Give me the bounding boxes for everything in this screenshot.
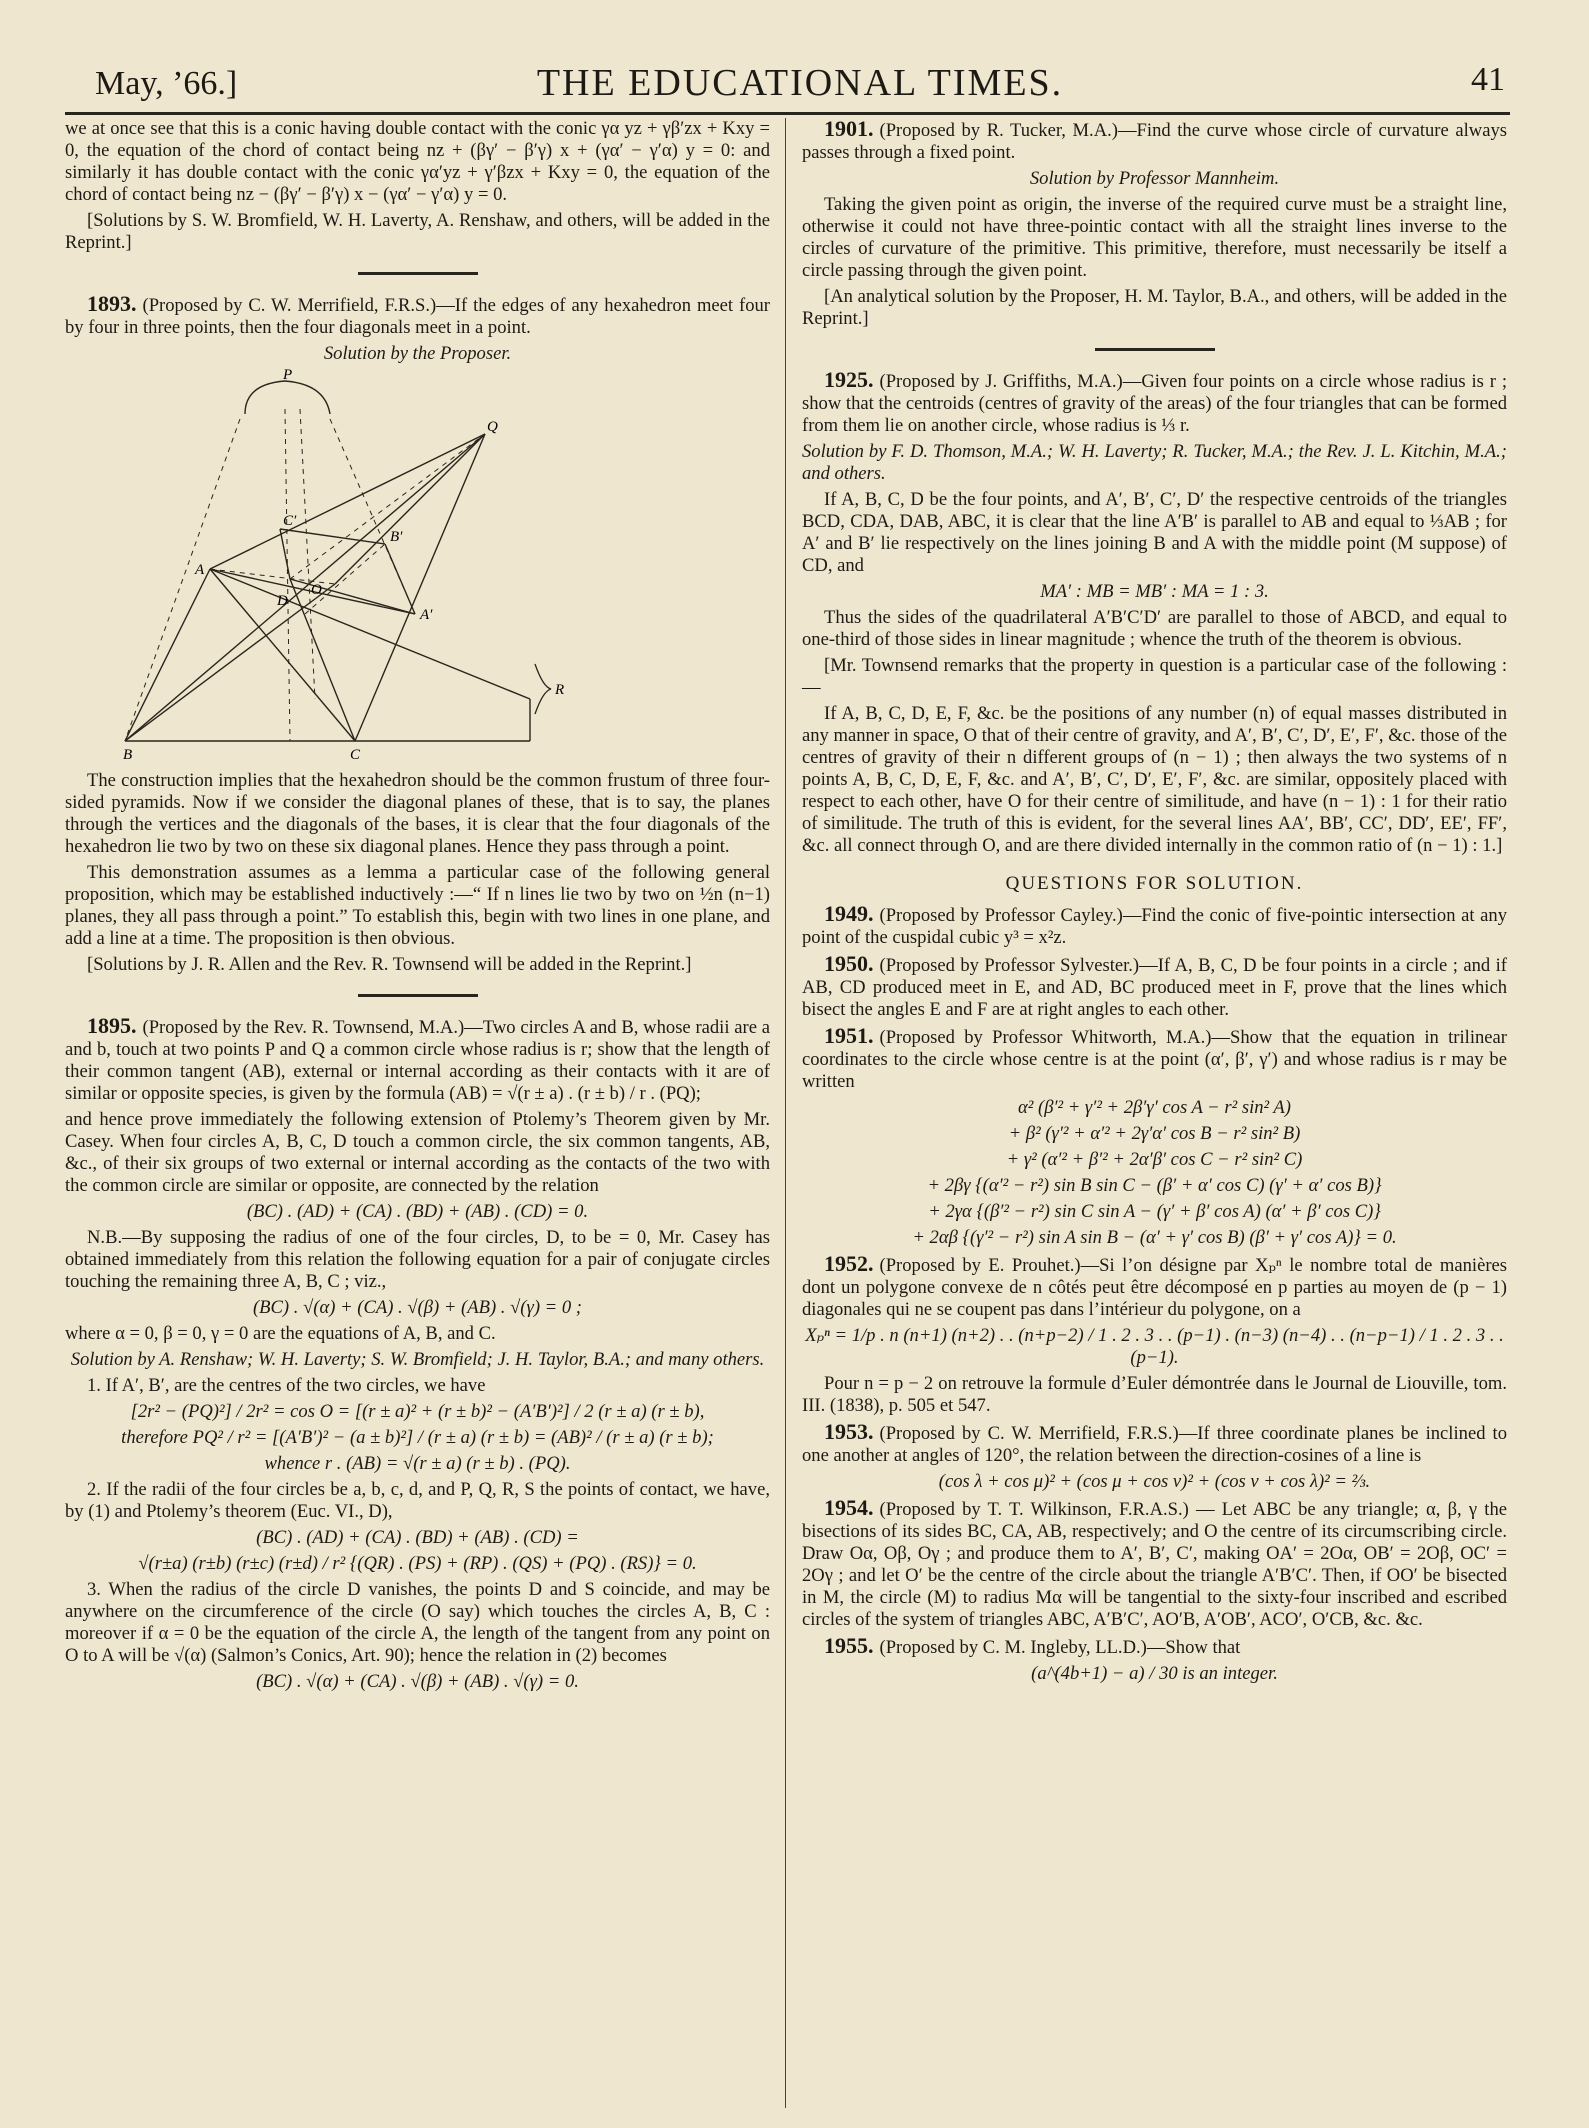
section-separator	[1095, 348, 1215, 351]
figure-label-q: Q	[487, 419, 498, 435]
question-number: 1951.	[824, 1023, 874, 1048]
question-text: (Proposed by Professor Sylvester.)—If A, B, C, D be four points in a circle ; and if AB, CD produced meet in E, and AD, BC produced meet in F, prove that the lines which bisect the angles E and F are at right angles to each other.	[802, 955, 1507, 1020]
equation-note: where α = 0, β = 0, γ = 0 are the equations of A, B, and C.	[65, 1323, 496, 1344]
question-text: (Proposed by C. W. Merrifield, F.R.S.)—If the edges of any hexahedron meet four by four in three points, then the four diagonals meet in a point.	[65, 295, 770, 338]
figure-label-c-prime: C′	[283, 513, 297, 529]
figure-label-r: R	[555, 682, 565, 698]
solutions-note: [An analytical solution by the Proposer, H. M. Taylor, B.A., and others, will be added in the Reprint.]	[802, 286, 1507, 329]
question-text: (Proposed by Professor Whitworth, M.A.)—Show that the equation in trilinear coordinates to the circle whose centre is at the point (α′, β′, γ′) and whose radius is r may be written	[802, 1027, 1507, 1092]
question-number: 1925.	[824, 367, 874, 392]
solution-paragraph: Taking the given point as origin, the inverse of the required curve must be a straight line, otherwise it could not have three-pointic contact with all the straight lines inverse to the circles of curvature of the primitive. This primitive, therefore, must necessarily be itself a circle passing through the given point.	[802, 194, 1507, 281]
equation: (a^(4b+1) − a) / 30 is an integer.	[1031, 1663, 1278, 1684]
solution-paragraph: If A, B, C, D be the four points, and A′, B′, C′, D′ the respective centroids of the triangles BCD, CDA, DAB, ABC, it is clear that the line A′B′ is parallel to AB and equal to ⅓AB ; for A′ and B′ lie respectively on the lines joining B and A with the middle point (M suppose) of CD, and	[802, 489, 1507, 576]
question-number: 1953.	[824, 1419, 874, 1444]
column-divider	[785, 118, 786, 2108]
question-number: 1949.	[824, 901, 874, 926]
figure-label-a: A	[195, 562, 205, 578]
equation: [2r² − (PQ)²] / 2r² = cos O = [(r ± a)² + (r ± b)² − (A′B′)²] / 2 (r ± a) (r ± b),	[130, 1401, 705, 1422]
nb-note: N.B.—By supposing the radius of one of the four circles, D, to be = 0, Mr. Casey has obtained immediately from this relation the following equation for a pair of conjugate circles touching the remaining three A, B, C ; viz.,	[65, 1227, 770, 1292]
question-text: (Proposed by J. Griffiths, M.A.)—Given four points on a circle whose radius is r ; show that the centroids (centres of gravity of the areas) of the four triangles that can be formed from them lie on another circle, whose radius is ⅓ r.	[802, 371, 1507, 436]
section-separator	[358, 994, 478, 997]
page-header	[95, 55, 1505, 115]
figure-label-p: P	[283, 369, 293, 383]
solution-paragraph: This demonstration assumes as a lemma a particular case of the following general proposition, which may be established inductively :—“ If n lines lie two by two on ½n (n−1) planes, they all pass through a point.” To establish this, begin with two lines in one plane, and add a line at a time. The proposition is then obvious.	[65, 862, 770, 949]
solution-paragraph: Thus the sides of the quadrilateral A′B′C′D′ are parallel to those of ABCD, and equal to one-third of those sides in linear magnitude ; whence the truth of the theorem is obvious.	[802, 607, 1507, 650]
solution-paragraph: 2. If the radii of the four circles be a, b, c, d, and P, Q, R, S the points of contact, we have, by (1) and Ptolemy’s theorem (Euc. VI., D),	[65, 1479, 770, 1522]
issue-date: May, ’66.]	[95, 65, 238, 102]
section-separator	[358, 272, 478, 275]
question-text: and hence prove immediately the following extension of Ptolemy’s Theorem given by Mr. Casey. When four circles A, B, C, D touch a common circle, the six common tangents, AB, &c., of their six groups of two external or internal according as the contacts of the two with the common circle are similar or opposite, are connected by the relation	[65, 1109, 770, 1196]
question-number: 1901.	[824, 116, 874, 141]
solution-paragraph: 3. When the radius of the circle D vanishes, the points D and S coincide, and may be anywhere on the circumference of the circle (O say) which touches the circles A, B, C : moreover if α = 0 be the equation of the circle A, the length of the tangent from any point on O to A will be √(α) (Salmon’s Conics, Art. 90); hence the relation in (2) becomes	[65, 1579, 770, 1666]
equation: (BC) . (AD) + (CA) . (BD) + (AB) . (CD) = 0.	[246, 1201, 589, 1222]
question-number: 1950.	[824, 951, 874, 976]
journal-title: THE EDUCATIONAL TIMES.	[536, 62, 1064, 104]
question-number: 1895.	[87, 1013, 137, 1038]
equation: (cos λ + cos μ)² + (cos μ + cos ν)² + (cos ν + cos λ)² = ⅔.	[938, 1471, 1371, 1492]
questions-heading: QUESTIONS FOR SOLUTION.	[1005, 873, 1304, 894]
question-number: 1954.	[824, 1495, 874, 1520]
question-text: (Proposed by C. W. Merrifield, F.R.S.)—If three coordinate planes be inclined to one another at angles of 120°, the relation between the direction-cosines of a line is	[802, 1423, 1507, 1466]
equation: + 2γα {(β′² − r²) sin C sin A − (γ′ + β′ cos A) (α′ + β′ cos C)}	[928, 1201, 1381, 1222]
solution-paragraph: The construction implies that the hexahedron should be the common frustum of three four-sided pyramids. Now if we consider the diagonal planes of these, that is to say, the planes through the vertices and the diagonals of the bases, it is clear that the four diagonals of the hexahedron lie two by two on these six diagonal planes. Hence they pass through a point.	[65, 770, 770, 857]
question-text: (Proposed by T. T. Wilkinson, F.R.A.S.) — Let ABC be any triangle; α, β, γ the bisections of its sides BC, CA, AB, respectively; and O the centre of its circumscribing circle. Draw Oα, Oβ, Oγ ; and produce them to A′, B′, C′, making OA′ = 2Oα, OB′ = 2Oβ, OC′ = 2Oγ ; and let O′ be the centre of the circle about the triangle A′B′C′. Then, if OO′ be bisected in M, the circle (M) to radius Mα will be tangential to the sixty-four inscribed and escribed circles of the system of triangles ABC, A′B′C′, AO′B, A′OB′, ACO′, O′CB, &c. &c.	[802, 1499, 1507, 1630]
solution-paragraph: 1. If A′, B′, are the centres of the two circles, we have	[87, 1375, 486, 1396]
question-text: (Proposed by E. Prouhet.)—Si l’on désigne par Xₚⁿ le nombre total de manières dont un polygone convexe de n côtés peut être décomposé en p parties au moyen de (p − 1) diagonales qui ne se coupent pas dans l’intérieur du polygone, on a	[802, 1255, 1507, 1320]
right-column	[802, 118, 1507, 1689]
equation: Xₚⁿ = 1/p . n (n+1) (n+2) . . (n+p−2) / 1 . 2 . 3 . . (p−1) . (n−3) (n−4) . . (n−p−1) / 1 . 2 . 3 . . (p−1).	[805, 1325, 1504, 1368]
equation: + 2αβ {(γ′² − r²) sin A sin B − (α′ + γ′ cos B) (β′ + γ′ cos A)} = 0.	[912, 1227, 1397, 1248]
question-number: 1893.	[87, 291, 137, 316]
question-text: (Proposed by Professor Cayley.)—Find the conic of five-pointic intersection at any point of the cuspidal cubic y³ = x²z.	[802, 905, 1507, 948]
left-column	[65, 118, 770, 1697]
question-text: (Proposed by R. Tucker, M.A.)—Find the curve whose circle of curvature always passes through a fixed point.	[802, 120, 1507, 163]
figure-label-b-prime: B′	[390, 529, 403, 545]
equation: √(r±a) (r±b) (r±c) (r±d) / r² {(QR) . (PS) + (RP) . (QS) + (PQ) . (RS)} = 0.	[138, 1553, 697, 1574]
equation: whence r . (AB) = √(r ± a) (r ± b) . (PQ).	[264, 1453, 571, 1474]
solution-byline: Solution by the Proposer.	[323, 343, 512, 364]
equation: (BC) . √(α) + (CA) . √(β) + (AB) . √(γ) = 0 ;	[252, 1297, 582, 1318]
question-number: 1952.	[824, 1251, 874, 1276]
figure-label-b: B	[123, 747, 133, 763]
figure-label-c: C	[350, 747, 361, 763]
question-text: Pour n = p − 2 on retrouve la formule d’Euler démontrée dans le Journal de Liouville, tom. III. (1838), p. 505 et 547.	[802, 1373, 1507, 1416]
equation: α² (β′² + γ′² + 2β′γ′ cos A − r² sin² A)	[1018, 1097, 1291, 1118]
equation: + γ² (α′² + β′² + 2α′β′ cos C − r² sin² C)	[1006, 1149, 1303, 1170]
continued-note: [Solutions by S. W. Bromfield, W. H. Laverty, A. Renshaw, and others, will be added in the Reprint.]	[65, 210, 770, 253]
solution-byline: Solution by Professor Mannheim.	[1029, 168, 1280, 189]
remark-paragraph: If A, B, C, D, E, F, &c. be the positions of any number (n) of equal masses distributed in any manner in space, O that of their centre of gravity, and A′, B′, C′, D′, E′, F′, &c. those of the centres of gravity of their n different groups of (n − 1) ; then always the two systems of n points A, B, C, D, E, F, &c. and A′, B′, C′, D′, E′, F′, &c. are similar, oppositely placed with respect to each other, have O for their centre of similitude, and have (n − 1) : 1 for their ratio of similitude. The truth of this is evident, for the several lines AA′, BB′, CC′, DD′, EE′, FF′, &c. all connect through O, and are there divided internally in the common ratio of (n − 1) : 1.]	[802, 703, 1507, 856]
figure-label-o: O	[311, 582, 322, 598]
equation: MA′ : MB = MB′ : MA = 1 : 3.	[1040, 581, 1269, 602]
header-rule	[65, 112, 1510, 115]
equation: (BC) . (AD) + (CA) . (BD) + (AB) . (CD) =	[256, 1527, 579, 1548]
continued-text: we at once see that this is a conic having double contact with the conic γα yz + γβ′zx + Kxy = 0, the equation of the chord of contact being nz + (βγ′ − β′γ) x + (γα′ − γ′α) y = 0: and similarly it has double contact with the conic γα′yz + γ′βzx + Kxy = 0, the equation of the chord of contact being nz − (βγ′ − β′γ) x − (γα′ − γ′α) y = 0.	[65, 118, 770, 205]
remark-paragraph: [Mr. Townsend remarks that the property in question is a particular case of the following :—	[802, 655, 1507, 698]
question-text: (Proposed by the Rev. R. Townsend, M.A.)—Two circles A and B, whose radii are a and b, touch at two points P and Q a common circle whose radius is r; show that the length of their common tangent (AB), external or internal according as their contacts with it are of similar or opposite species, is given by the formula (AB) = √(r ± a) . (r ± b) / r . (PQ);	[65, 1017, 770, 1104]
solutions-note: [Solutions by J. R. Allen and the Rev. R. Townsend will be added in the Reprint.]	[87, 954, 692, 975]
solution-byline: Solution by A. Renshaw; W. H. Laverty; S. W. Bromfield; J. H. Taylor, B.A.; and many others.	[70, 1349, 765, 1370]
equation: + β² (γ′² + α′² + 2γ′α′ cos B − r² sin² B)	[1008, 1123, 1301, 1144]
question-number: 1955.	[824, 1633, 874, 1658]
page-number: 41	[1471, 61, 1505, 98]
equation: therefore PQ² / r² = [(A′B′)² − (a ± b)²] / (r ± a) (r ± b) = (AB)² / (r ± a) (r ± b);	[121, 1427, 714, 1448]
question-text: (Proposed by C. M. Ingleby, LL.D.)—Show that	[879, 1637, 1241, 1658]
hexahedron-figure	[65, 369, 770, 764]
solution-byline: Solution by F. D. Thomson, M.A.; W. H. Laverty; R. Tucker, M.A.; the Rev. J. L. Kitchin, M.A.; and others.	[802, 441, 1507, 484]
figure-label-d: D	[277, 593, 288, 609]
figure-label-a-prime: A′	[420, 607, 433, 623]
equation: (BC) . √(α) + (CA) . √(β) + (AB) . √(γ) = 0.	[256, 1671, 579, 1692]
equation: + 2βγ {(α′² − r²) sin B sin C − (β′ + α′ cos C) (γ′ + α′ cos B)}	[927, 1175, 1382, 1196]
